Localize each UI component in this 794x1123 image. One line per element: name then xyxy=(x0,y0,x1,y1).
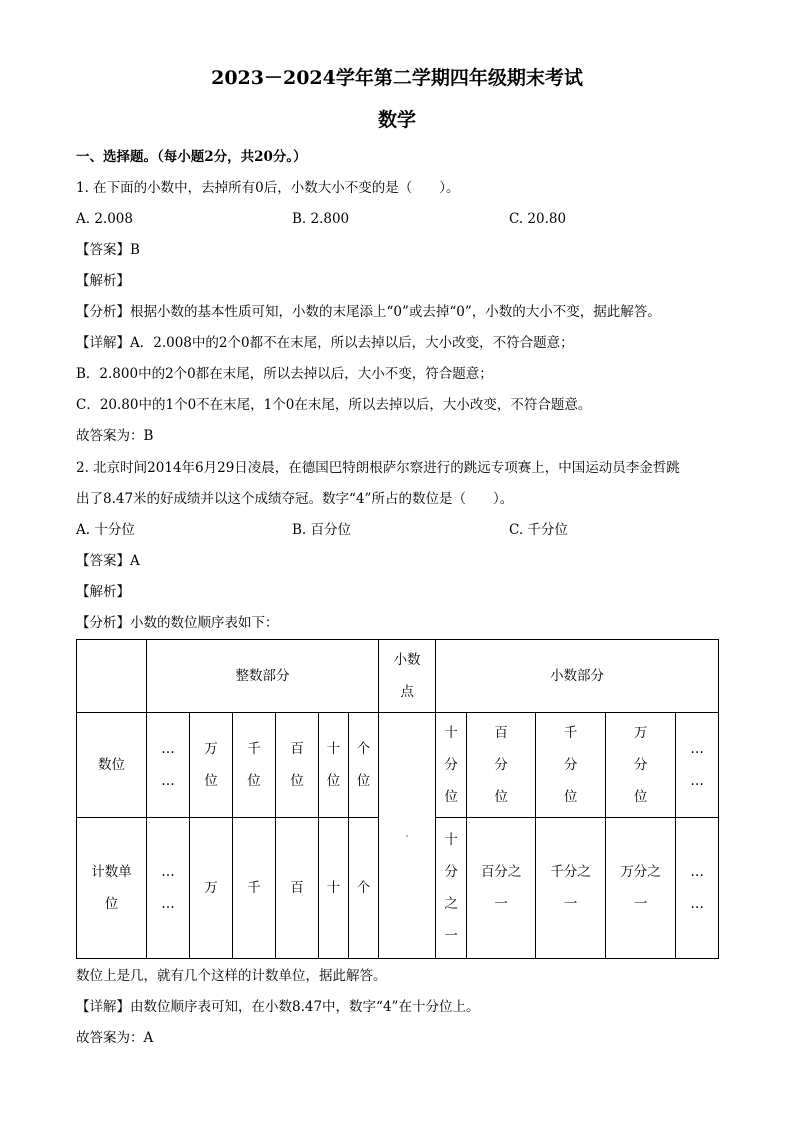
q2-answer: 【答案】A xyxy=(76,553,140,569)
place-ten-thousandths: 万 分 位 xyxy=(606,713,676,818)
unit-ellipsis-left: … … xyxy=(147,818,190,959)
unit-shi: 十 xyxy=(319,818,349,959)
place-thousandths: 千 分 位 xyxy=(536,713,606,818)
unit-row-label: 计数单 位 xyxy=(77,818,147,959)
place-ellipsis-right: … … xyxy=(676,713,719,818)
table-header-row xyxy=(77,640,719,713)
q1-option-a: A. 2.008 xyxy=(76,211,133,227)
unit-ge: 个 xyxy=(349,818,379,959)
place-row-label: 数位 xyxy=(77,713,147,818)
q1-answer: 【答案】B xyxy=(76,242,140,258)
q1-detail-a: 【详解】A．2.008中的2个0都不在末尾，所以去掉以后，大小改变，不符合题意； xyxy=(76,335,574,351)
q2-analysis: 【分析】小数的数位顺序表如下： xyxy=(76,615,279,631)
q1-jiexi: 【解析】 xyxy=(76,273,130,289)
q2-option-b: B. 百分位 xyxy=(292,522,352,538)
place-shi: 十 位 xyxy=(319,713,349,818)
integer-part-header: 整数部分 xyxy=(147,640,379,713)
unit-bai: 百 xyxy=(276,818,319,959)
q1-detail-b: B．2.800中的2个0都在末尾，所以去掉以后，大小不变，符合题意； xyxy=(76,366,493,382)
place-bai: 百 位 xyxy=(276,713,319,818)
place-value-table xyxy=(76,639,719,959)
q1-detail-c: C．20.80中的1个0不在末尾，1个0在末尾，所以去掉以后，大小改变，不符合题意。 xyxy=(76,397,592,413)
q1-stem: 1. 在下面的小数中，去掉所有0后，小数大小不变的是（ ）。 xyxy=(76,180,460,196)
q1-analysis: 【分析】根据小数的基本性质可知，小数的末尾添上“0”或去掉“0”，小数的大小不变，据此解答。 xyxy=(76,304,661,320)
decimal-point-header: 小数 点 xyxy=(379,640,436,713)
unit-ellipsis-right: … … xyxy=(676,818,719,959)
q2-after-table: 数位上是几，就有几个这样的计数单位，据此解答。 xyxy=(76,968,387,984)
decimal-part-header: 小数部分 xyxy=(436,640,719,713)
q2-jiexi: 【解析】 xyxy=(76,584,130,600)
place-wan: 万 位 xyxy=(190,713,233,818)
section-heading: 一、选择题。（每小题2分，共20分。） xyxy=(76,149,307,165)
q2-stem-line1: 2. 北京时间2014年6月29日凌晨，在德国巴特朗根萨尔察进行的跳远专项赛上，中国运动员李金哲跳 xyxy=(76,460,680,476)
q1-option-c: C. 20.80 xyxy=(509,211,567,227)
table-corner-cell xyxy=(77,640,147,713)
subject-title: 数学 xyxy=(377,109,416,131)
place-ge: 个 位 xyxy=(349,713,379,818)
place-ellipsis-left: … … xyxy=(147,713,190,818)
unit-ten-thousandth: 万分之 一 xyxy=(606,818,676,959)
unit-thousandth: 千分之 一 xyxy=(536,818,606,959)
place-hundredths: 百 分 位 xyxy=(467,713,536,818)
unit-tenth: 十 分 之 一 xyxy=(436,818,467,959)
place-tenths: 十 分 位 xyxy=(436,713,467,818)
decimal-point-cell: · xyxy=(379,713,436,959)
q2-detail: 【详解】由数位顺序表可知，在小数8.47中，数字“4”在十分位上。 xyxy=(76,999,480,1015)
place-qian: 千 位 xyxy=(233,713,276,818)
q2-option-c: C. 千分位 xyxy=(509,522,568,538)
unit-wan: 万 xyxy=(190,818,233,959)
q1-option-b: B. 2.800 xyxy=(292,211,350,227)
unit-hundredth: 百分之 一 xyxy=(467,818,536,959)
q2-stem-line2: 出了8.47米的好成绩并以这个成绩夺冠。数字“4”所占的数位是（ ）。 xyxy=(76,491,514,507)
q1-final-answer: 故答案为：B xyxy=(76,428,154,444)
exam-title: 2023－2024学年第二学期四年级期末考试 xyxy=(211,67,583,89)
q2-final-answer: 故答案为：A xyxy=(76,1030,154,1046)
q2-option-a: A. 十分位 xyxy=(76,522,135,538)
unit-qian: 千 xyxy=(233,818,276,959)
place-row xyxy=(77,713,719,818)
